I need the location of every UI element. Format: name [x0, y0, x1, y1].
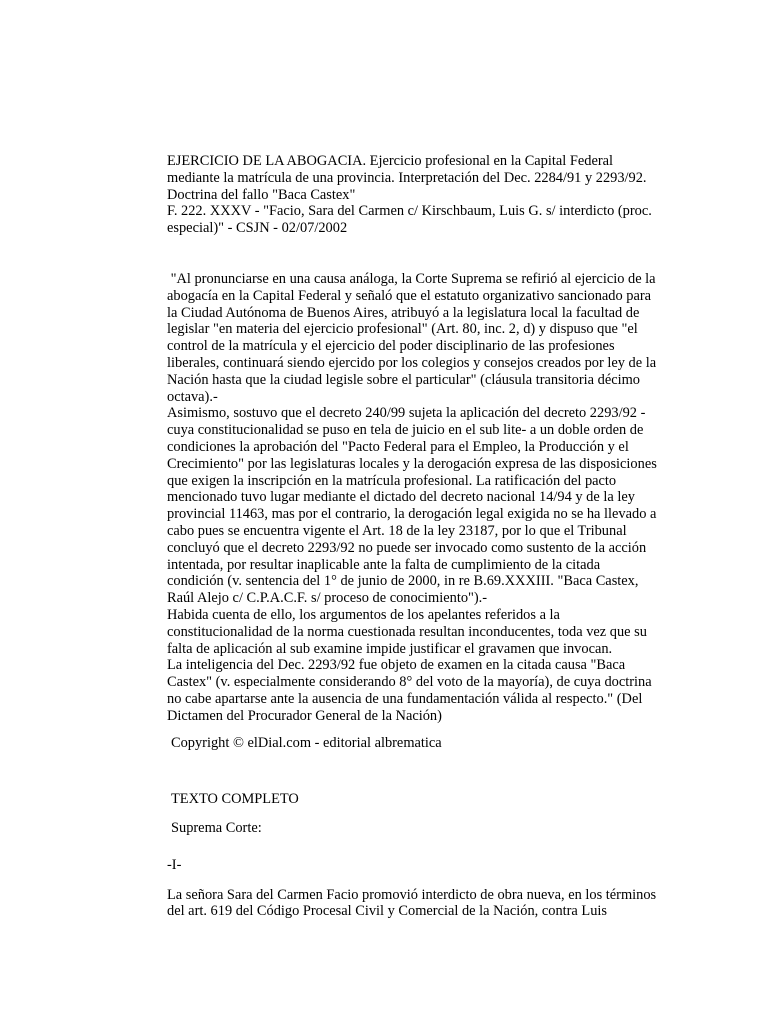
quote-line: cabo pues se encuentra vigente el Art. 18 de la ley 23187, por lo que el Tribunal	[167, 522, 627, 539]
header-line: F. 222. XXXV - "Facio, Sara del Carmen c/ Kirschbaum, Luis G. s/ interdicto (proc.	[167, 203, 652, 220]
body-line: del art. 619 del Código Procesal Civil y Comercial de la Nación, contra Luis	[167, 903, 608, 920]
header-line: especial)" - CSJN - 02/07/2002	[167, 220, 348, 237]
section-numeral	[167, 857, 707, 874]
quote-line: Habida cuenta de ello, los argumentos de los apelantes referidos a la	[167, 606, 560, 623]
quote-line: legislar "en materia del ejercicio profesional" (Art. 80, inc. 2, d) y dispuso que "el	[167, 321, 638, 338]
roman-numeral: -I-	[167, 856, 182, 873]
quote-line: intentada, por resultar inaplicable ante la falta de cumplimiento de la citada	[167, 556, 601, 573]
court-salutation	[167, 820, 707, 837]
quote-line: Castex" (v. especialmente considerando 8° del voto de la mayoría), de cuya doctrina	[167, 674, 652, 691]
quote-line: "Al pronunciarse en una causa análoga, la Corte Suprema se refirió al ejercicio de la	[167, 270, 656, 287]
header-line: Doctrina del fallo "Baca Castex"	[167, 186, 356, 203]
body-line: La señora Sara del Carmen Facio promovió interdicto de obra nueva, en los términos	[167, 886, 657, 903]
quote-line: Crecimiento" por las legislaturas locales y la derogación expresa de las disposiciones	[167, 455, 657, 472]
quote-line: cuya constitucionalidad se puso en tela de juicio en el sub lite- a un doble orden de	[167, 422, 644, 439]
quote-line: Raúl Alejo c/ C.P.A.C.F. s/ proceso de conocimiento").-	[167, 590, 488, 607]
quote-line: concluyó que el decreto 2293/92 no puede ser invocado como sustento de la acción	[167, 539, 647, 556]
quote-line: liberales, continuará siendo ejercido por los colegios y consejos creados por ley de la	[167, 354, 657, 371]
quote-line: Dictamen del Procurador General de la Nación)	[167, 707, 442, 724]
quote-line: condición (v. sentencia del 1° de junio de 2000, in re B.69.XXXIII. "Baca Castex,	[167, 573, 639, 590]
body-paragraph	[167, 887, 707, 921]
court-name: Suprema Corte:	[171, 820, 262, 837]
quote-line: abogacía en la Capital Federal y señaló que el estatuto organizativo sancionado para	[167, 287, 652, 304]
document-content	[167, 153, 707, 920]
quote-line: la Ciudad Autónoma de Buenos Aires, atribuyó a la legislatura local la facultad de	[167, 304, 640, 321]
quote-line: Asimismo, sostuvo que el decreto 240/99 sujeta la aplicación del decreto 2293/92 -	[167, 405, 646, 422]
quote-line: constitucionalidad de la norma cuestionada resultan inconducentes, toda vez que su	[167, 623, 647, 640]
quote-line: control de la matrícula y el ejercicio del poder disciplinario de las profesiones	[167, 338, 615, 355]
quote-line: mencionado tuvo lugar mediante el dictado del decreto nacional 14/94 y de la ley	[167, 489, 635, 506]
quote-line: condiciones la aprobación del "Pacto Federal para el Empleo, la Producción y el	[167, 438, 629, 455]
quote-line: Nación hasta que la ciudad legisle sobre el particular" (cláusula transitoria décimo	[167, 371, 640, 388]
quote-line: falta de aplicación al sub examine impide justificar el gravamen que invocan.	[167, 640, 613, 657]
section-heading	[167, 791, 707, 808]
quote-line: octava).-	[167, 388, 218, 405]
summary-quote	[167, 271, 707, 725]
quote-line: que exigen la inscripción en la matrícula profesional. La ratificación del pacto	[167, 472, 617, 489]
quote-line: provincial 11463, mas por el contrario, la derogación legal exigida no se ha llevado a	[167, 506, 657, 523]
header-line: mediante la matrícula de una provincia. Interpretación del Dec. 2284/91 y 2293/92.	[167, 169, 647, 186]
quote-line: no cabe apartarse ante la ausencia de una fundamentación válida al respecto." (Del	[167, 690, 643, 707]
copyright-notice	[167, 735, 707, 752]
quote-line: La inteligencia del Dec. 2293/92 fue objeto de examen en la citada causa "Baca	[167, 657, 626, 674]
section-title: TEXTO COMPLETO	[171, 791, 299, 808]
header-line: EJERCICIO DE LA ABOGACIA. Ejercicio profesional en la Capital Federal	[167, 153, 614, 169]
copyright-text: Copyright © elDial.com - editorial albrematica	[171, 734, 442, 751]
case-header	[167, 153, 707, 237]
